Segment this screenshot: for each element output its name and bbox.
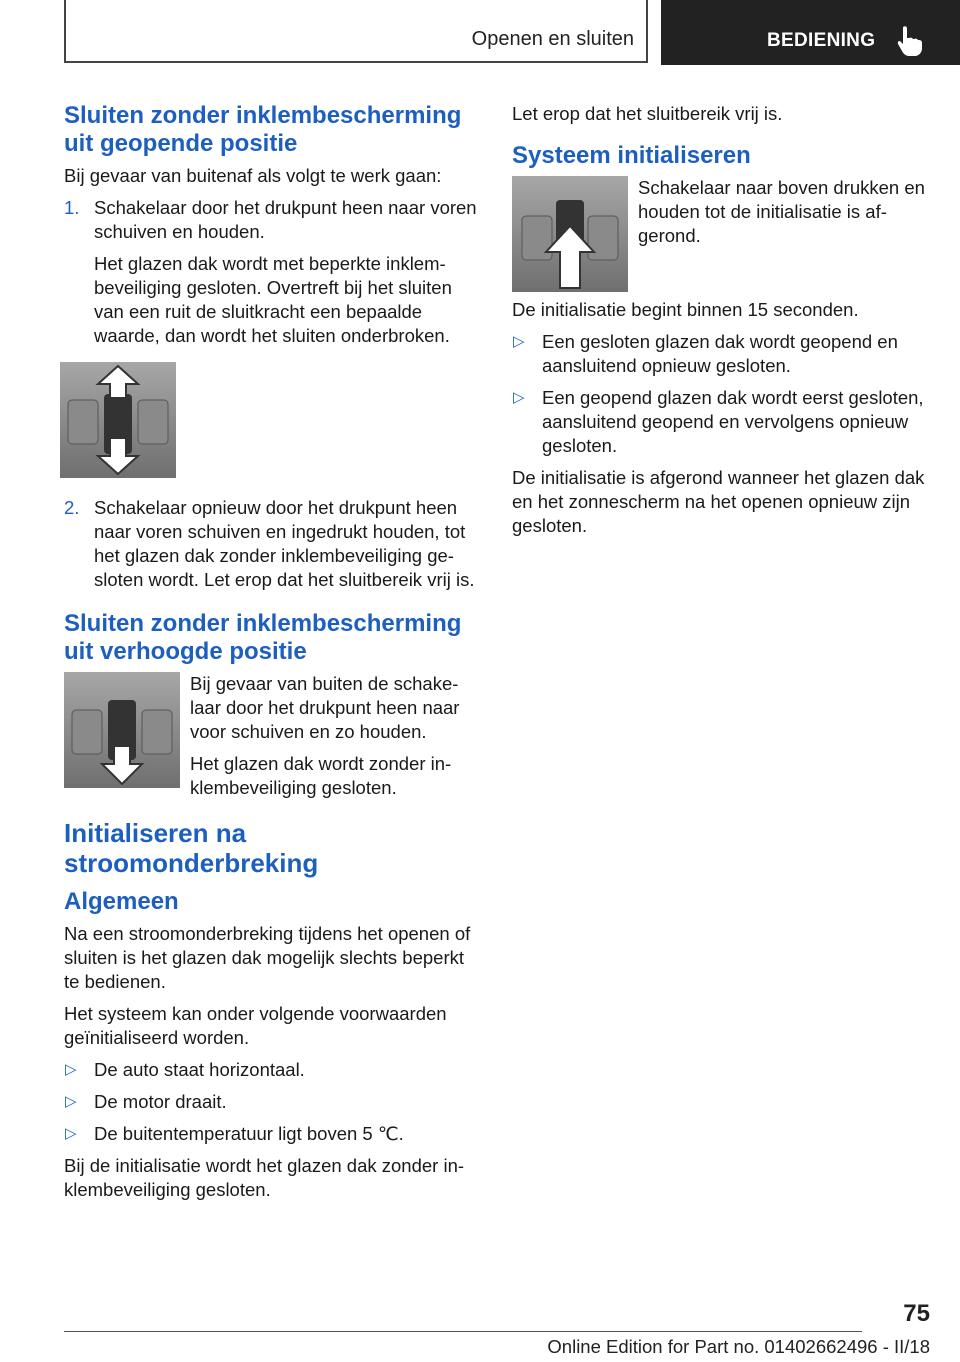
paragraph: Bij gevaar van buiten de schakelaar door het drukpunt heen naar voor schuiven en zo houden. <box>190 673 460 742</box>
section-title-initialise: Initialiseren na stroomonderbreking <box>64 818 319 878</box>
header-section-box <box>64 0 648 63</box>
footer-divider <box>64 1331 862 1332</box>
paragraph: De initialisatie is afgerond wanneer het glazen dak en het zonnescherm na het openen opnieuw zijn gesloten. <box>512 467 925 536</box>
list-item <box>512 330 932 378</box>
list-item-text: De auto staat horizontaal. <box>94 1059 305 1080</box>
step-number: 1. <box>64 197 80 218</box>
triangle-bullet-icon: ▷ <box>513 333 525 350</box>
section-title-closing-open: Sluiten zonder inklembescherming uit geopende positie <box>64 102 462 157</box>
list-item <box>64 1058 478 1082</box>
list-item <box>64 1090 478 1114</box>
right-column <box>512 102 932 546</box>
raised-closing-block <box>64 672 478 802</box>
numbered-step-1 <box>64 196 478 348</box>
system-init-block <box>512 176 932 298</box>
header-chapter-label: BEDIENING <box>767 30 876 51</box>
header-section-title: Openen en sluiten <box>471 28 634 50</box>
triangle-bullet-icon: ▷ <box>513 389 525 406</box>
list-item-text: Een gesloten glazen dak wordt geopend en aansluitend opnieuw gesloten. <box>542 331 898 376</box>
step-note: Het glazen dak wordt met beperkte inklembeveiliging gesloten. Overtreft bij het sluiten van een ruit de sluitkracht een bepaalde waarde, dan wordt het sluiten onderbroken. <box>94 253 452 346</box>
switch-photo-raised <box>64 672 180 788</box>
paragraph: Schakelaar naar boven drukken en houden tot de initialisatie is afgerond. <box>638 177 925 246</box>
list-item-text: De motor draait. <box>94 1091 227 1112</box>
step-text: Schakelaar opnieuw door het drukpunt heen naar voren schuiven en ingedrukt houden, tot het glazen dak zonder inklembeveiliging gesloten wordt. Let erop dat het sluitbereik vrij is. <box>94 497 475 590</box>
triangle-bullet-icon: ▷ <box>65 1125 77 1142</box>
subsection-title-general: Algemeen <box>64 888 179 915</box>
paragraph: Het systeem kan onder volgende voorwaarden geïnitialiseerd worden. <box>64 1003 447 1048</box>
left-column <box>64 102 478 1210</box>
section-title-closing-raised: Sluiten zonder inklembescherming uit verhoogde positie <box>64 610 462 665</box>
step-text: Schakelaar door het drukpunt heen naar voren schuiven en houden. <box>94 197 477 242</box>
step-number: 2. <box>64 497 80 518</box>
triangle-bullet-icon: ▷ <box>65 1061 77 1078</box>
list-item-text: De buitentemperatuur ligt boven 5 ℃. <box>94 1123 404 1144</box>
page-number: 75 <box>903 1300 930 1327</box>
numbered-step-2 <box>64 496 478 592</box>
paragraph: De initialisatie begint binnen 15 seconden. <box>512 299 859 320</box>
section-title-system-initialise: Systeem initialiseren <box>512 142 751 169</box>
triangle-bullet-icon: ▷ <box>65 1093 77 1110</box>
list-item-text: Een geopend glazen dak wordt eerst gesloten, aansluitend geopend en vervolgens opnieuw gesloten. <box>542 387 924 456</box>
switch-photo-up <box>512 176 628 292</box>
switch-photo-forward <box>60 362 176 478</box>
paragraph: Na een stroomonderbreking tijdens het openen of sluiten is het glazen dak mogelijk slechts beperkt te bedienen. <box>64 923 471 992</box>
list-item <box>512 386 932 458</box>
list-item <box>64 1122 478 1146</box>
footer-edition: Online Edition for Part no. 01402662496 - II/18 <box>547 1336 930 1357</box>
paragraph: Bij gevaar van buitenaf als volgt te werk gaan: <box>64 165 442 186</box>
header-chapter-tab <box>661 0 960 65</box>
paragraph: Bij de initialisatie wordt het glazen dak zonder inklembeveiliging gesloten. <box>64 1155 465 1200</box>
paragraph: Het glazen dak wordt zonder inklembeveiliging gesloten. <box>190 753 452 798</box>
hand-pointer-icon <box>895 24 923 56</box>
paragraph: Let erop dat het sluitbereik vrij is. <box>512 103 783 124</box>
